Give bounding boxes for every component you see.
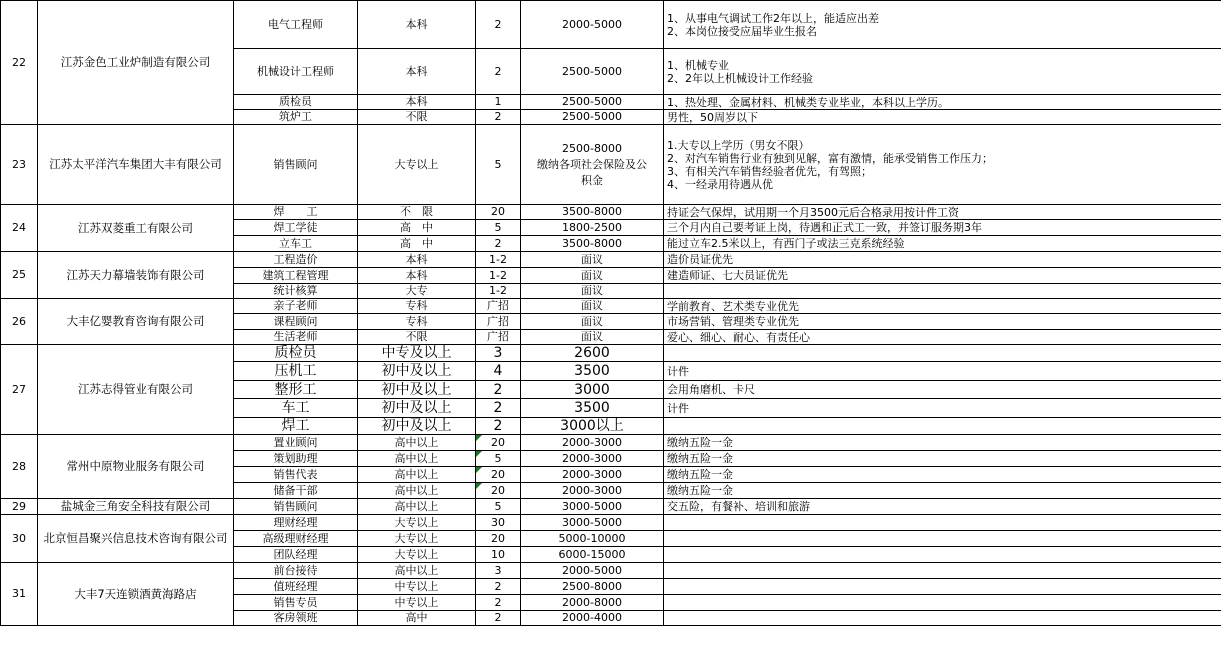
education-cell: 本科 bbox=[358, 95, 476, 110]
headcount-cell: 广招 bbox=[476, 330, 521, 345]
education-cell: 大专以上 bbox=[358, 547, 476, 563]
education-cell: 专科 bbox=[358, 314, 476, 330]
requirement-cell bbox=[664, 531, 1221, 547]
company-name-cell: 常州中原物业服务有限公司 bbox=[38, 435, 234, 499]
headcount-cell: 1-2 bbox=[476, 268, 521, 284]
table-row bbox=[1, 499, 1221, 515]
position-cell: 销售专员 bbox=[234, 595, 358, 611]
headcount-cell: 1-2 bbox=[476, 284, 521, 299]
position-cell: 工程造价 bbox=[234, 252, 358, 268]
headcount-cell: 2 bbox=[476, 381, 521, 399]
salary-cell: 5000-10000 bbox=[521, 531, 664, 547]
position-cell: 储备干部 bbox=[234, 483, 358, 499]
education-cell: 高中以上 bbox=[358, 467, 476, 483]
headcount-cell: 5 bbox=[476, 451, 521, 467]
table-row bbox=[1, 252, 1221, 268]
company-number-cell: 31 bbox=[1, 563, 38, 626]
requirement-cell bbox=[664, 418, 1221, 435]
requirement-cell: 男性，50周岁以下 bbox=[664, 110, 1221, 125]
company-number-cell: 22 bbox=[1, 1, 38, 125]
salary-cell: 3000 bbox=[521, 381, 664, 399]
position-cell: 整形工 bbox=[234, 381, 358, 399]
company-name-cell: 江苏太平洋汽车集团大丰有限公司 bbox=[38, 125, 234, 205]
position-cell: 建筑工程管理 bbox=[234, 268, 358, 284]
education-cell: 本科 bbox=[358, 49, 476, 95]
position-cell: 统计核算 bbox=[234, 284, 358, 299]
position-cell: 焊 工 bbox=[234, 205, 358, 220]
salary-cell: 6000-15000 bbox=[521, 547, 664, 563]
salary-cell: 2000-3000 bbox=[521, 451, 664, 467]
position-cell: 质检员 bbox=[234, 95, 358, 110]
education-cell: 中专以上 bbox=[358, 595, 476, 611]
table-row bbox=[1, 563, 1221, 579]
table-row bbox=[1, 125, 1221, 205]
company-name-cell: 江苏金色工业炉制造有限公司 bbox=[38, 1, 234, 125]
requirement-cell: 缴纳五险一金 bbox=[664, 435, 1221, 451]
salary-cell: 2000-5000 bbox=[521, 1, 664, 49]
salary-cell: 面议 bbox=[521, 314, 664, 330]
salary-cell: 2500-5000 bbox=[521, 49, 664, 95]
education-cell: 大专 bbox=[358, 284, 476, 299]
company-name-cell: 大丰7天连锁酒黄海路店 bbox=[38, 563, 234, 626]
position-cell: 生活老师 bbox=[234, 330, 358, 345]
education-cell: 高中 bbox=[358, 611, 476, 626]
headcount-cell: 广招 bbox=[476, 314, 521, 330]
requirement-cell: 计件 bbox=[664, 399, 1221, 418]
headcount-cell: 2 bbox=[476, 399, 521, 418]
headcount-cell: 2 bbox=[476, 418, 521, 435]
headcount-cell: 广招 bbox=[476, 299, 521, 314]
education-cell: 不 限 bbox=[358, 205, 476, 220]
position-cell: 压机工 bbox=[234, 362, 358, 381]
headcount-cell: 2 bbox=[476, 595, 521, 611]
headcount-cell: 20 bbox=[476, 467, 521, 483]
salary-cell: 面议 bbox=[521, 252, 664, 268]
headcount-cell: 3 bbox=[476, 563, 521, 579]
position-cell: 电气工程师 bbox=[234, 1, 358, 49]
company-name-cell: 江苏天力幕墙装饰有限公司 bbox=[38, 252, 234, 299]
headcount-cell: 20 bbox=[476, 435, 521, 451]
salary-cell: 3500 bbox=[521, 399, 664, 418]
requirement-cell bbox=[664, 547, 1221, 563]
headcount-cell: 20 bbox=[476, 483, 521, 499]
salary-cell: 2000-4000 bbox=[521, 611, 664, 626]
position-cell: 销售代表 bbox=[234, 467, 358, 483]
headcount-cell: 2 bbox=[476, 49, 521, 95]
table-row bbox=[1, 205, 1221, 220]
company-name-cell: 江苏双菱重工有限公司 bbox=[38, 205, 234, 252]
requirement-cell: 学前教育、艺术类专业优先 bbox=[664, 299, 1221, 314]
headcount-cell: 20 bbox=[476, 205, 521, 220]
position-cell: 亲子老师 bbox=[234, 299, 358, 314]
salary-cell: 2600 bbox=[521, 345, 664, 362]
position-cell: 销售顾问 bbox=[234, 499, 358, 515]
salary-cell: 3500-8000 bbox=[521, 205, 664, 220]
education-cell: 大专以上 bbox=[358, 125, 476, 205]
headcount-cell: 30 bbox=[476, 515, 521, 531]
company-number-cell: 23 bbox=[1, 125, 38, 205]
education-cell: 高 中 bbox=[358, 236, 476, 252]
company-number-cell: 30 bbox=[1, 515, 38, 563]
headcount-cell: 5 bbox=[476, 220, 521, 236]
salary-cell: 2500-5000 bbox=[521, 95, 664, 110]
position-cell: 车工 bbox=[234, 399, 358, 418]
education-cell: 大专以上 bbox=[358, 515, 476, 531]
requirement-cell bbox=[664, 579, 1221, 595]
company-name-cell: 大丰亿婴教育咨询有限公司 bbox=[38, 299, 234, 345]
education-cell: 初中及以上 bbox=[358, 362, 476, 381]
requirement-cell: 建造师证、七大员证优先 bbox=[664, 268, 1221, 284]
requirement-cell bbox=[664, 595, 1221, 611]
headcount-cell: 2 bbox=[476, 579, 521, 595]
education-cell: 高中以上 bbox=[358, 435, 476, 451]
requirement-cell bbox=[664, 515, 1221, 531]
education-cell: 中专以上 bbox=[358, 579, 476, 595]
headcount-cell: 1 bbox=[476, 95, 521, 110]
position-cell: 焊工学徒 bbox=[234, 220, 358, 236]
requirement-cell: 缴纳五险一金 bbox=[664, 451, 1221, 467]
salary-cell: 2500-8000 bbox=[521, 579, 664, 595]
requirement-cell: 三个月内自己要考证上岗，待遇和正式工一致，并签订服务期3年 bbox=[664, 220, 1221, 236]
education-cell: 初中及以上 bbox=[358, 399, 476, 418]
salary-cell: 3000-5000 bbox=[521, 515, 664, 531]
table-row bbox=[1, 299, 1221, 314]
table-row bbox=[1, 1, 1221, 49]
headcount-cell: 4 bbox=[476, 362, 521, 381]
headcount-cell: 3 bbox=[476, 345, 521, 362]
education-cell: 本科 bbox=[358, 252, 476, 268]
education-cell: 高中以上 bbox=[358, 451, 476, 467]
table-row bbox=[1, 345, 1221, 362]
table-row bbox=[1, 435, 1221, 451]
salary-cell: 3000-5000 bbox=[521, 499, 664, 515]
requirement-cell: 会用角磨机、卡尺 bbox=[664, 381, 1221, 399]
company-number-cell: 25 bbox=[1, 252, 38, 299]
salary-cell: 2500-8000 缴纳各项社会保险及公 积金 bbox=[521, 125, 664, 205]
requirement-cell bbox=[664, 284, 1221, 299]
headcount-cell: 2 bbox=[476, 1, 521, 49]
education-cell: 初中及以上 bbox=[358, 381, 476, 399]
education-cell: 不限 bbox=[358, 110, 476, 125]
salary-cell: 2000-5000 bbox=[521, 563, 664, 579]
requirement-cell: 1、热处理、金属材料、机械类专业毕业，本科以上学历。 bbox=[664, 95, 1221, 110]
salary-cell: 3000以上 bbox=[521, 418, 664, 435]
requirement-cell: 缴纳五险一金 bbox=[664, 483, 1221, 499]
position-cell: 焊工 bbox=[234, 418, 358, 435]
headcount-cell: 5 bbox=[476, 125, 521, 205]
salary-cell: 2500-5000 bbox=[521, 110, 664, 125]
requirement-cell bbox=[664, 345, 1221, 362]
headcount-cell: 2 bbox=[476, 611, 521, 626]
company-number-cell: 27 bbox=[1, 345, 38, 435]
company-number-cell: 28 bbox=[1, 435, 38, 499]
education-cell: 高 中 bbox=[358, 220, 476, 236]
requirement-cell: 计件 bbox=[664, 362, 1221, 381]
company-number-cell: 24 bbox=[1, 205, 38, 252]
position-cell: 客房领班 bbox=[234, 611, 358, 626]
position-cell: 前台接待 bbox=[234, 563, 358, 579]
education-cell: 高中以上 bbox=[358, 483, 476, 499]
requirement-cell: 交五险，有餐补、培训和旅游 bbox=[664, 499, 1221, 515]
requirement-cell: 缴纳五险一金 bbox=[664, 467, 1221, 483]
education-cell: 大专以上 bbox=[358, 531, 476, 547]
education-cell: 高中以上 bbox=[358, 499, 476, 515]
company-number-cell: 29 bbox=[1, 499, 38, 515]
education-cell: 本科 bbox=[358, 1, 476, 49]
position-cell: 值班经理 bbox=[234, 579, 358, 595]
salary-cell: 面议 bbox=[521, 268, 664, 284]
company-name-cell: 北京恒昌聚兴信息技术咨询有限公司 bbox=[38, 515, 234, 563]
headcount-cell: 1-2 bbox=[476, 252, 521, 268]
salary-cell: 3500 bbox=[521, 362, 664, 381]
requirement-cell bbox=[664, 611, 1221, 626]
company-name-cell: 江苏志得管业有限公司 bbox=[38, 345, 234, 435]
headcount-cell: 2 bbox=[476, 110, 521, 125]
headcount-cell: 2 bbox=[476, 236, 521, 252]
requirement-cell: 市场营销、管理类专业优先 bbox=[664, 314, 1221, 330]
salary-cell: 2000-3000 bbox=[521, 467, 664, 483]
company-number-cell: 26 bbox=[1, 299, 38, 345]
company-name-cell: 盐城金三角安全科技有限公司 bbox=[38, 499, 234, 515]
position-cell: 团队经理 bbox=[234, 547, 358, 563]
position-cell: 课程顾问 bbox=[234, 314, 358, 330]
position-cell: 置业顾问 bbox=[234, 435, 358, 451]
requirement-cell: 爱心、细心、耐心、有责任心 bbox=[664, 330, 1221, 345]
education-cell: 高中以上 bbox=[358, 563, 476, 579]
salary-cell: 2000-3000 bbox=[521, 435, 664, 451]
salary-cell: 2000-3000 bbox=[521, 483, 664, 499]
education-cell: 初中及以上 bbox=[358, 418, 476, 435]
salary-cell: 2000-8000 bbox=[521, 595, 664, 611]
position-cell: 立车工 bbox=[234, 236, 358, 252]
education-cell: 本科 bbox=[358, 268, 476, 284]
salary-cell: 1800-2500 bbox=[521, 220, 664, 236]
position-cell: 高级理财经理 bbox=[234, 531, 358, 547]
headcount-cell: 20 bbox=[476, 531, 521, 547]
headcount-cell: 5 bbox=[476, 499, 521, 515]
position-cell: 机械设计工程师 bbox=[234, 49, 358, 95]
requirement-cell: 1、机械专业 2、2年以上机械设计工作经验 bbox=[664, 49, 1221, 95]
headcount-cell: 10 bbox=[476, 547, 521, 563]
requirement-cell: 持证会气保焊，试用期一个月3500元后合格录用按计件工资 bbox=[664, 205, 1221, 220]
position-cell: 质检员 bbox=[234, 345, 358, 362]
position-cell: 策划助理 bbox=[234, 451, 358, 467]
requirement-cell: 1.大专以上学历（男女不限） 2、对汽车销售行业有独到见解，富有激情，能承受销售工作压力； 3、有相关汽车销售经验者优先，有驾照； 4、一经录用待遇从优 bbox=[664, 125, 1221, 205]
requirement-cell bbox=[664, 563, 1221, 579]
education-cell: 中专及以上 bbox=[358, 345, 476, 362]
position-cell: 理财经理 bbox=[234, 515, 358, 531]
education-cell: 专科 bbox=[358, 299, 476, 314]
education-cell: 不限 bbox=[358, 330, 476, 345]
salary-cell: 面议 bbox=[521, 330, 664, 345]
salary-cell: 面议 bbox=[521, 284, 664, 299]
requirement-cell: 造价员证优先 bbox=[664, 252, 1221, 268]
table-row bbox=[1, 515, 1221, 531]
salary-cell: 面议 bbox=[521, 299, 664, 314]
position-cell: 销售顾问 bbox=[234, 125, 358, 205]
salary-cell: 3500-8000 bbox=[521, 236, 664, 252]
requirement-cell: 能过立车2.5米以上，有西门子或法三克系统经验 bbox=[664, 236, 1221, 252]
requirement-cell: 1、从事电气调试工作2年以上，能适应出差 2、本岗位接受应届毕业生报名 bbox=[664, 1, 1221, 49]
position-cell: 筑炉工 bbox=[234, 110, 358, 125]
